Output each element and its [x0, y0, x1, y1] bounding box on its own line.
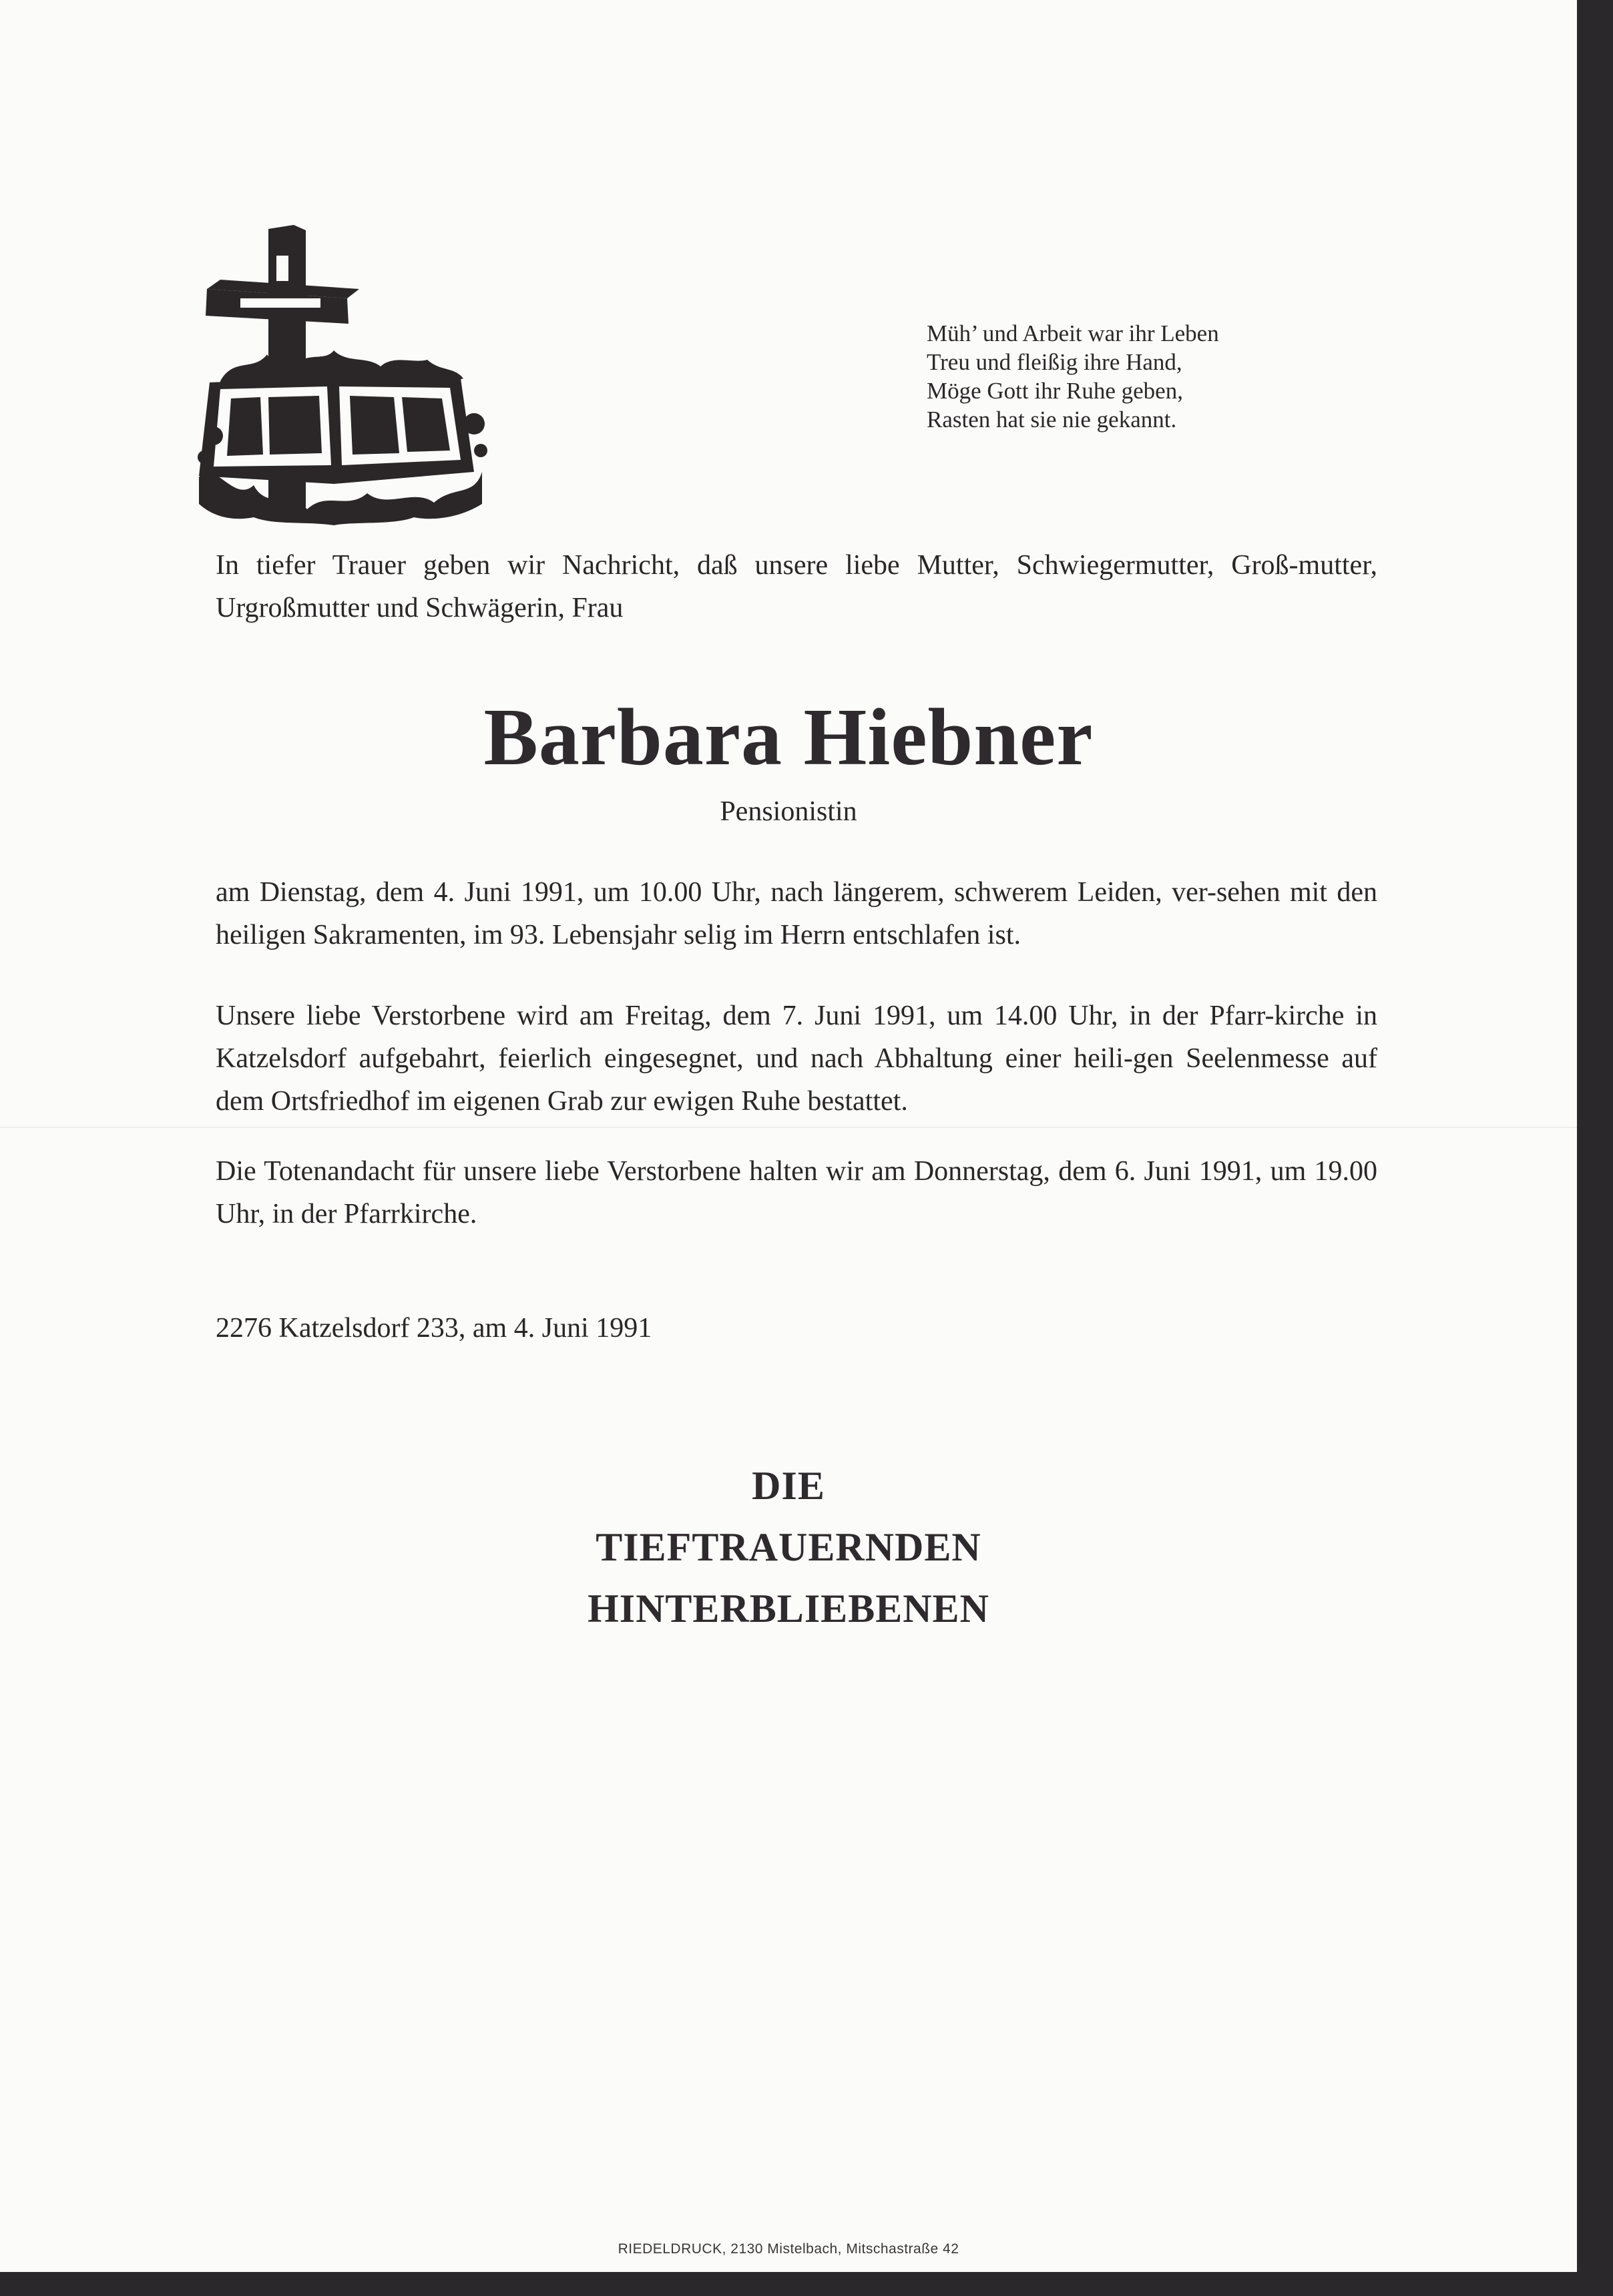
- cross-and-bible-icon: [194, 224, 487, 531]
- poem-line: Rasten hat sie nie gekannt.: [927, 406, 1177, 433]
- deceased-name: Barbara Hiebner: [483, 692, 1094, 782]
- memorial-poem: [927, 319, 1219, 434]
- signature-line: DIE: [752, 1464, 825, 1508]
- announcement-text: In tiefer Trauer geben wir Nachricht, daß unsere liebe Mutter, Schwiegermutter, Groß-mutter, Urgroßmutter und Schwägerin, Frau: [216, 550, 1377, 623]
- deceased-profession: Pensionistin: [720, 796, 857, 827]
- signature-line: HINTERBLIEBENEN: [588, 1587, 989, 1631]
- signature-block: [0, 1455, 1577, 1639]
- poem-line: Treu und fleißig ihre Hand,: [927, 349, 1182, 375]
- poem-line: Müh’ und Arbeit war ihr Leben: [927, 320, 1219, 346]
- funeral-notice-text: Unsere liebe Verstorbene wird am Freitag, dem 7. Juni 1991, um 14.00 Uhr, in der Pfarr-kirche in Katzelsdorf aufgebahrt, feierlich eingesegnet, und nach Abhaltung einer heili-gen Seelenmesse auf dem Ortsfriedhof im eigenen Grab zur ewigen Ruhe bestattet.: [216, 1000, 1377, 1117]
- prayer-notice-text: Die Totenandacht für unsere liebe Verstorbene halten wir am Donnerstag, dem 6. Juni 1991, um 19.00 Uhr, in der Pfarrkirche.: [216, 1156, 1377, 1229]
- printer-imprint: RIEDELDRUCK, 2130 Mistelbach, Mitschastraße 42: [618, 2241, 959, 2257]
- death-notice-text: am Dienstag, dem 4. Juni 1991, um 10.00 Uhr, nach längerem, schwerem Leiden, ver-sehen mit den heiligen Sakramenten, im 93. Lebensjahr selig im Herrn entschlafen ist.: [216, 877, 1377, 950]
- scan-edge-right: [1577, 0, 1613, 2296]
- fold-line: [0, 1127, 1577, 1128]
- signature-line: TIEFTRAUERNDEN: [596, 1525, 981, 1569]
- place-and-date: 2276 Katzelsdorf 233, am 4. Juni 1991: [216, 1313, 652, 1344]
- scan-edge-bottom: [0, 2272, 1613, 2296]
- poem-line: Möge Gott ihr Ruhe geben,: [927, 378, 1183, 404]
